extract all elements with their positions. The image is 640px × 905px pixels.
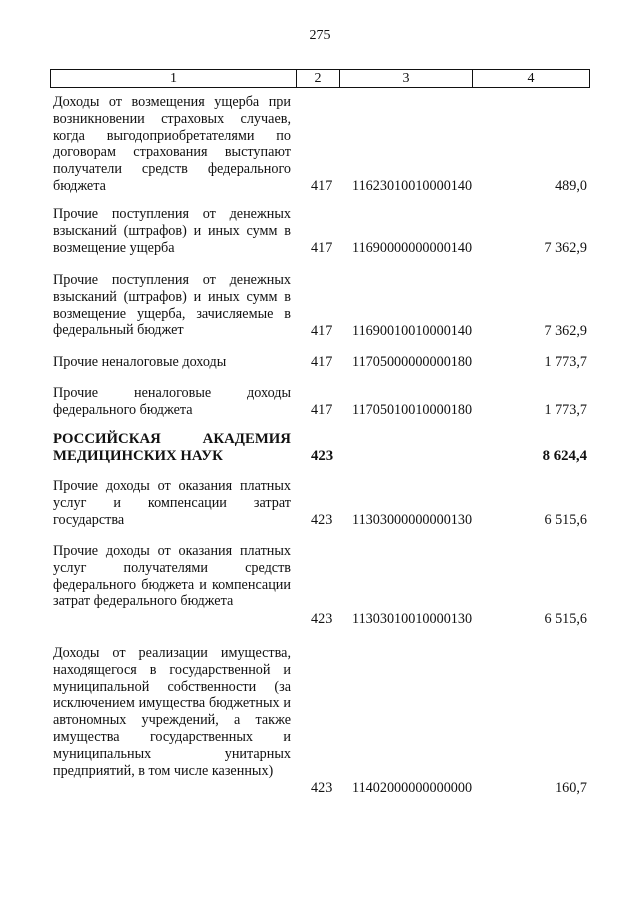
row-name: Прочие неналоговые доходы федерального бюджета (53, 385, 291, 418)
row-name: Прочие доходы от оказания платных услуг получателями средств федерального бюджета и компенсации затрат федерального бюджета (53, 543, 291, 610)
table-row (53, 272, 590, 342)
row-amount: 7 362,9 (544, 323, 587, 339)
row-code: 423 (311, 611, 333, 627)
table-row-section (53, 431, 590, 467)
row-amount: 7 362,9 (544, 240, 587, 256)
row-kbk: 11402000000000000 (352, 780, 473, 796)
header-col-4: 4 (527, 70, 535, 86)
row-code: 423 (311, 448, 334, 464)
header-col-2: 2 (297, 70, 340, 87)
row-code: 417 (311, 402, 333, 418)
row-amount: 160,7 (555, 780, 587, 796)
table-row (53, 543, 590, 629)
row-kbk: 11303000000000130 (352, 512, 473, 528)
row-name: Доходы от реализации имущества, находящегося в государственной и муниципальной собственности (за исключением имущества бюджетных и автономных учреждений, а также имущества государственных и муниципальных унитарных предприятий, в том числе казенных) (53, 645, 291, 779)
row-name: Прочие поступления от денежных взысканий (штрафов) и иных сумм в возмещение ущерба, зачисляемые в федеральный бюджет (53, 272, 291, 339)
table-row (53, 94, 590, 198)
table-row (53, 206, 590, 258)
row-code: 417 (311, 323, 333, 339)
table-header (50, 69, 590, 88)
row-amount: 1 773,7 (544, 354, 587, 370)
row-amount: 1 773,7 (544, 402, 587, 418)
row-code: 417 (311, 354, 333, 370)
table-row (53, 385, 590, 420)
row-kbk: 11303010010000130 (352, 611, 473, 627)
row-kbk: 11705000000000180 (352, 354, 473, 370)
row-code: 423 (311, 780, 333, 796)
header-col-1: 1 (51, 70, 297, 87)
row-amount: 8 624,4 (542, 448, 587, 464)
table-row (53, 478, 590, 530)
row-code: 423 (311, 512, 333, 528)
row-amount: 6 515,6 (544, 611, 587, 627)
row-name: РОССИЙСКАЯ АКАДЕМИЯ МЕДИЦИНСКИХ НАУК (53, 431, 291, 464)
row-kbk: 11690000000000140 (352, 240, 473, 256)
row-kbk: 11623010010000140 (352, 178, 473, 194)
page-number: 275 (309, 28, 331, 43)
header-col-3: 3 (340, 70, 473, 87)
row-code: 417 (311, 240, 333, 256)
table-row (53, 354, 590, 372)
table-row (53, 645, 590, 797)
row-name: Прочие поступления от денежных взысканий (штрафов) и иных сумм в возмещение ущерба (53, 206, 291, 256)
row-name: Доходы от возмещения ущерба при возникновении страховых случаев, когда выгодоприобретателями по договорам страхования выступают получатели средств федерального бюджета (53, 94, 291, 194)
row-kbk: 11690010010000140 (352, 323, 473, 339)
row-amount: 6 515,6 (544, 512, 587, 528)
row-name: Прочие доходы от оказания платных услуг и компенсации затрат государства (53, 478, 291, 528)
row-kbk: 11705010010000180 (352, 402, 473, 418)
row-amount: 489,0 (555, 178, 587, 194)
row-code: 417 (311, 178, 333, 194)
row-name: Прочие неналоговые доходы (53, 354, 227, 370)
